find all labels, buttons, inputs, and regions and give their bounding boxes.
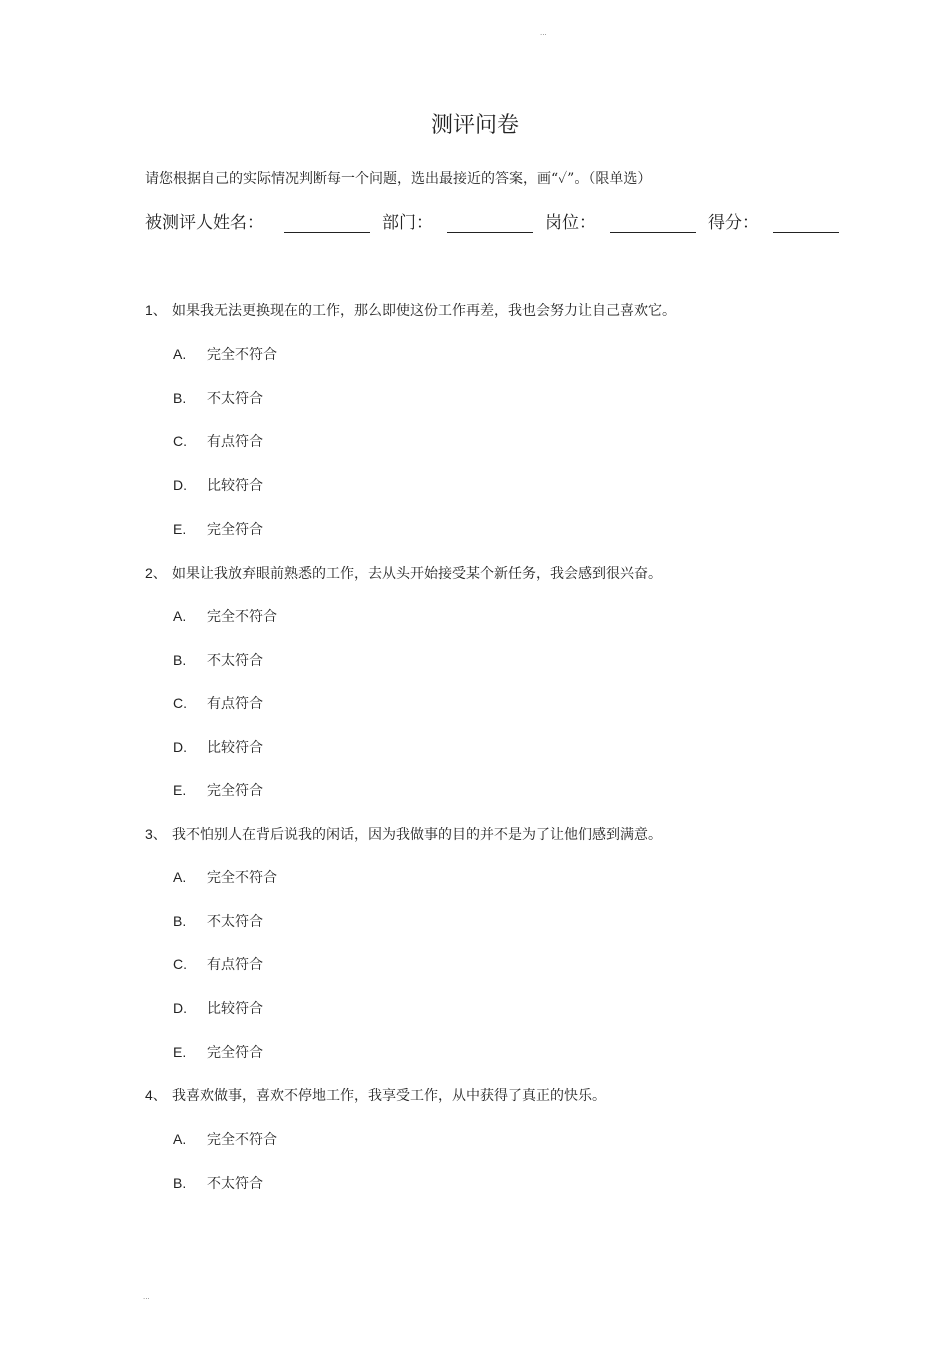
option-text: 比较符合 [207, 740, 263, 756]
question-3-option-c[interactable] [173, 954, 263, 974]
name-label: 被测评人姓名： [145, 213, 264, 233]
option-text: 完全符合 [207, 522, 263, 538]
option-text: 完全符合 [207, 783, 263, 799]
option-letter: B. [173, 390, 187, 406]
question-2-option-b[interactable] [173, 650, 263, 670]
question-1 [145, 300, 676, 320]
option-text: 有点符合 [207, 957, 263, 973]
option-letter: E. [173, 1044, 187, 1060]
option-letter: D. [173, 477, 187, 493]
question-text: 我不怕别人在背后说我的闲话，因为我做事的目的并不是为了让他们感到满意。 [172, 827, 662, 843]
option-letter: A. [173, 346, 187, 362]
instruction-text: 请您根据自己的实际情况判断每一个问题，选出最接近的答案，画“✓”。（限单选） [145, 171, 652, 187]
option-text: 不太符合 [207, 914, 263, 930]
department-blank[interactable] [447, 214, 533, 233]
option-text: 有点符合 [207, 434, 263, 450]
option-letter: A. [173, 869, 187, 885]
option-text: 比较符合 [207, 1001, 263, 1017]
score-blank[interactable] [773, 214, 839, 233]
question-3-option-e[interactable] [173, 1042, 263, 1062]
option-text: 不太符合 [207, 653, 263, 669]
question-2-option-c[interactable] [173, 693, 263, 713]
option-text: 有点符合 [207, 696, 263, 712]
question-number: 2、 [145, 565, 167, 581]
question-4-option-a[interactable] [173, 1129, 277, 1149]
question-4 [145, 1085, 606, 1105]
question-1-option-d[interactable] [173, 475, 263, 495]
question-2-option-e[interactable] [173, 780, 263, 800]
question-1-option-b[interactable] [173, 388, 263, 408]
question-number: 4、 [145, 1087, 167, 1103]
option-text: 完全不符合 [207, 347, 277, 363]
option-letter: B. [173, 652, 187, 668]
question-1-option-a[interactable] [173, 344, 277, 364]
name-blank[interactable] [284, 214, 370, 233]
position-blank[interactable] [610, 214, 696, 233]
option-text: 完全不符合 [207, 609, 277, 625]
option-letter: A. [173, 608, 187, 624]
option-letter: D. [173, 1000, 187, 1016]
page-title: 测评问卷 [430, 113, 519, 138]
option-letter: E. [173, 521, 187, 537]
position-label: 岗位： [545, 213, 596, 233]
question-4-option-b[interactable] [173, 1173, 263, 1193]
score-label: 得分： [708, 213, 759, 233]
option-letter: D. [173, 739, 187, 755]
question-number: 3、 [145, 826, 167, 842]
question-text: 我喜欢做事，喜欢不停地工作，我享受工作，从中获得了真正的快乐。 [172, 1088, 606, 1104]
option-letter: B. [173, 1175, 187, 1191]
option-letter: A. [173, 1131, 187, 1147]
department-label: 部门： [382, 213, 433, 233]
question-1-option-e[interactable] [173, 519, 263, 539]
question-text: 如果让我放弃眼前熟悉的工作，去从头开始接受某个新任务，我会感到很兴奋。 [172, 566, 662, 582]
question-2-option-d[interactable] [173, 737, 263, 757]
question-number: 1、 [145, 302, 167, 318]
question-3 [145, 824, 662, 844]
option-text: 不太符合 [207, 1176, 263, 1192]
respondent-info-row [145, 208, 839, 233]
question-3-option-b[interactable] [173, 911, 263, 931]
question-2 [145, 563, 662, 583]
question-1-option-c[interactable] [173, 431, 263, 451]
option-text: 完全不符合 [207, 1132, 277, 1148]
question-2-option-a[interactable] [173, 606, 277, 626]
option-letter: C. [173, 433, 187, 449]
option-letter: C. [173, 956, 187, 972]
option-text: 完全符合 [207, 1045, 263, 1061]
question-3-option-a[interactable] [173, 867, 277, 887]
option-text: 比较符合 [207, 478, 263, 494]
option-text: 完全不符合 [207, 870, 277, 886]
option-text: 不太符合 [207, 391, 263, 407]
footer-marker: ... [143, 1292, 150, 1301]
option-letter: B. [173, 913, 187, 929]
option-letter: C. [173, 695, 187, 711]
header-marker: ... [540, 28, 547, 37]
question-3-option-d[interactable] [173, 998, 263, 1018]
question-text: 如果我无法更换现在的工作，那么即使这份工作再差，我也会努力让自己喜欢它。 [172, 303, 676, 319]
option-letter: E. [173, 782, 187, 798]
